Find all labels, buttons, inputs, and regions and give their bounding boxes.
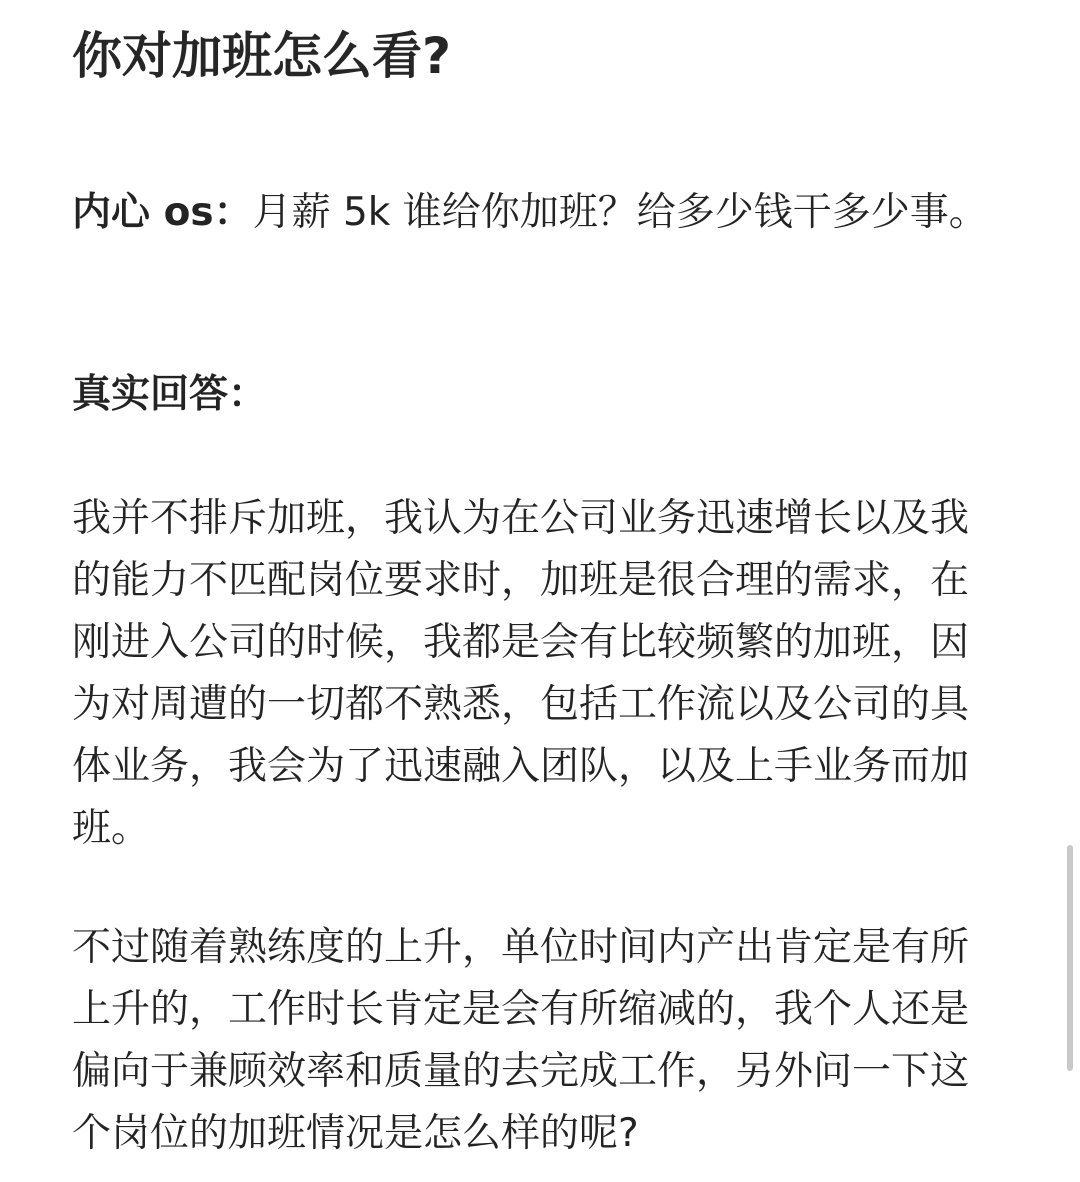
- vertical-scrollbar[interactable]: [1067, 845, 1073, 1071]
- inner-os-label: 内心 os：: [72, 190, 253, 235]
- inner-os-paragraph: [72, 182, 1002, 244]
- inner-os-text: 月薪 5k 谁给你加班？给多少钱干多少事。: [252, 190, 988, 235]
- answer-paragraph-2: 不过随着熟练度的上升，单位时间内产出肯定是有所上升的，工作时长肯定是会有所缩减的，我个人还是偏向于兼顾效率和质量的去完成工作，另外问一下这个岗位的加班情况是怎么样的呢?: [72, 925, 970, 1156]
- real-answer-label: 真实回答：: [72, 372, 268, 417]
- article-title: 你对加班怎么看?: [72, 27, 452, 85]
- answer-paragraph-1: 我并不排斥加班，我认为在公司业务迅速增长以及我的能力不匹配岗位要求时，加班是很合理的需求，在刚进入公司的时候，我都是会有比较频繁的加班，因为对周遭的一切都不熟悉，包括工作流以及公司的具体业务，我会为了迅速融入团队，以及上手业务而加班。: [72, 496, 970, 851]
